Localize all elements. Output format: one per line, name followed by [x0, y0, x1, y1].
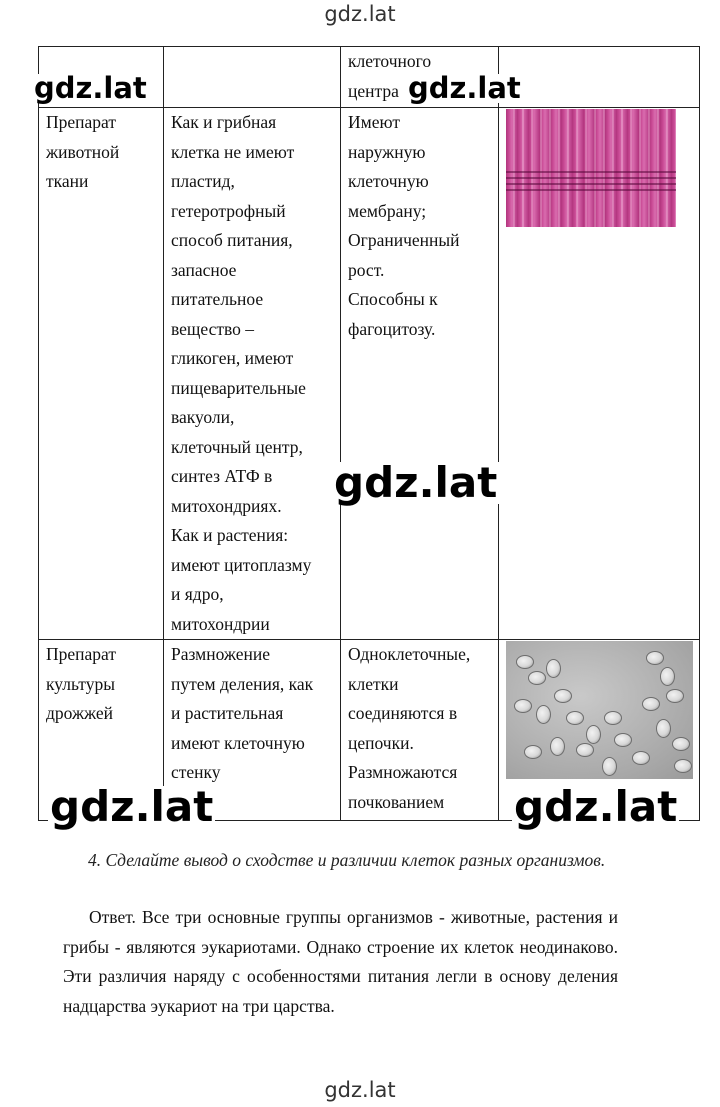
watermark: gdz.lat [408, 71, 521, 105]
table-cell-image [499, 108, 700, 640]
cell-line: гетеротрофный [171, 200, 286, 221]
cell-line: клетки [348, 673, 399, 694]
cell-line: и ядро, [171, 584, 224, 604]
comparison-table [38, 46, 700, 821]
cell-line: животной [46, 141, 120, 162]
site-header: gdz.lat [324, 2, 396, 26]
cell-line: запасное [171, 259, 237, 280]
table-cell-object [39, 108, 164, 640]
watermark: gdz.lat [50, 782, 214, 831]
table-row-animal-tissue [39, 108, 700, 640]
cell-line: Размножение [171, 644, 271, 664]
site-footer: gdz.lat [324, 1078, 396, 1102]
cell-line: центра [348, 80, 399, 101]
cell-line: синтез АТФ в [171, 466, 273, 486]
table-cell-differences [341, 640, 499, 821]
watermark: gdz.lat [34, 71, 147, 105]
cell-line: путем деления, как [171, 673, 314, 694]
cell-line: пищеварительные [171, 377, 306, 398]
cell-line: культуры [46, 673, 115, 694]
cell-line: Препарат [46, 112, 116, 132]
cell-line: цепочки. [348, 732, 414, 753]
cell-line: пластид, [171, 171, 235, 191]
cell-line: митохондрии [171, 613, 270, 634]
cell-line: Ограниченный [348, 230, 460, 250]
watermark: gdz.lat [514, 782, 678, 831]
cell-line: клетка не имеют [171, 141, 295, 162]
cell-line: гликоген, имеют [171, 348, 294, 368]
cell-line: Препарат [46, 644, 116, 664]
cell-line: дрожжей [46, 703, 114, 723]
cell-line: Имеют [348, 112, 400, 132]
cell-line: и растительная [171, 703, 284, 723]
cell-line: почкованием [348, 791, 445, 812]
cell-line: клеточного [348, 51, 432, 71]
table-cell-similarities [164, 47, 341, 108]
muscle-tissue-micrograph [506, 109, 676, 227]
cell-line: способ питания, [171, 230, 293, 250]
cell-line: рост. [348, 259, 385, 280]
cell-line: ткани [46, 171, 89, 191]
cell-line: мембрану; [348, 200, 427, 221]
cell-line: соединяются в [348, 703, 458, 723]
table-cell-similarities [164, 108, 341, 640]
yeast-cells-micrograph [506, 641, 693, 779]
cell-line: Одноклеточные, [348, 644, 471, 664]
cell-line: имеют цитоплазму [171, 554, 312, 575]
cell-line: стенку [171, 762, 221, 782]
cell-line: питательное [171, 289, 264, 309]
cell-line: клеточную [348, 171, 429, 191]
cell-line: митохондриях. [171, 495, 282, 516]
cell-line: Размножаются [348, 762, 458, 782]
answer-text: Ответ. Все три основные группы организмов - животные, растения и грибы - являются эукариотами. Однако строение их клеток неодинаково. Эти различия наряду с особенностями питания легли в основу деления надцарства эукариот на три царства. [63, 907, 618, 1016]
cell-line: фагоцитозу. [348, 318, 436, 339]
table-cell-differences [341, 108, 499, 640]
cell-line: вакуоли, [171, 407, 235, 427]
table-cell-image [499, 47, 700, 108]
cell-line: вещество – [171, 318, 255, 339]
cell-line: Как и грибная [171, 112, 277, 132]
cell-line: Способны к [348, 289, 438, 309]
task-prompt: 4. Сделайте вывод о сходстве и различии клеток разных организмов. [88, 850, 606, 870]
watermark: gdz.lat [334, 458, 498, 507]
cell-line: клеточный центр, [171, 436, 303, 457]
cell-line: наружную [348, 141, 426, 162]
cell-line: Как и растения: [171, 525, 289, 545]
cell-line: имеют клеточную [171, 732, 305, 753]
